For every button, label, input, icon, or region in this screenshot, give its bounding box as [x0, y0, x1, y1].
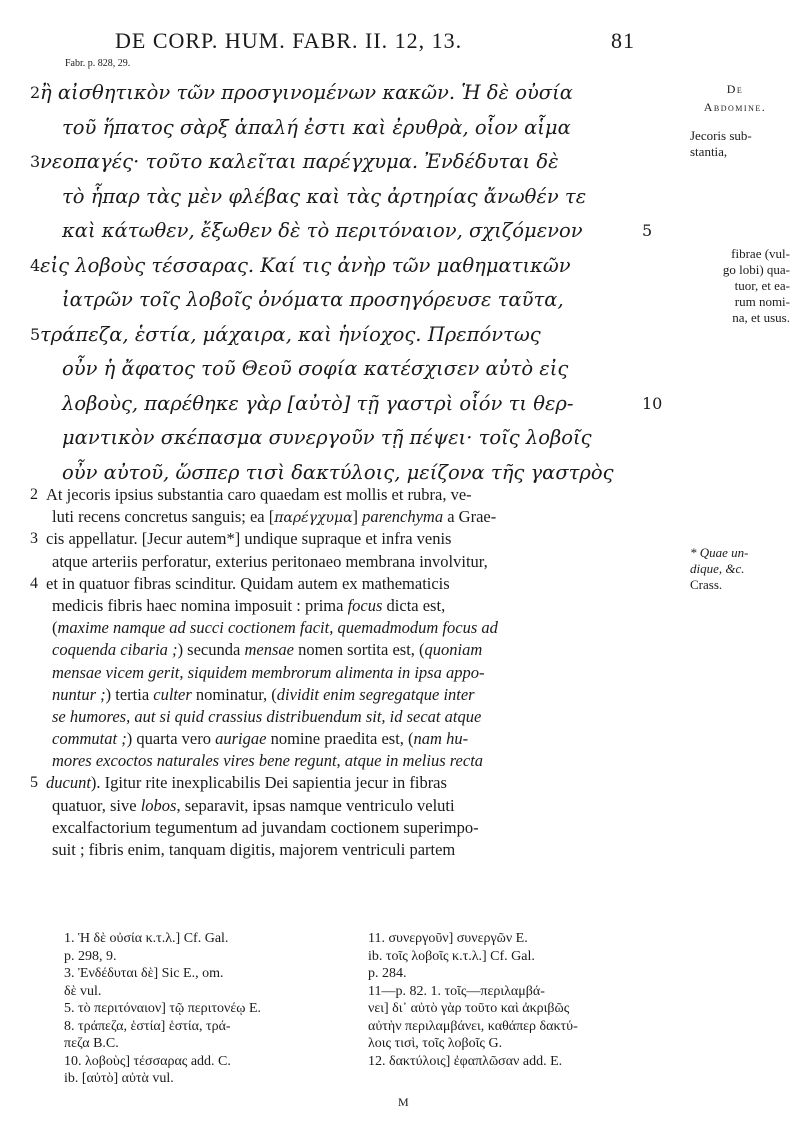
latin-line-text: [52, 551, 488, 573]
text-run: dicta est,: [382, 595, 446, 615]
latin-line: [30, 484, 640, 506]
footnote-line: p. 284.: [368, 966, 407, 981]
running-head-title: DE CORP. HUM. FABR. II. 12, 13.: [115, 28, 463, 53]
latin-line: [30, 817, 640, 839]
greek-line-text: τράπεζα, ἑστία, μάχαιρα, καὶ ἡνίοχος. Πρεπόντως: [40, 322, 541, 346]
footnote-line: 10. λοβοὺς] τέσσαρας add. C.: [64, 1053, 231, 1069]
text-run: At jecoris ipsius substantia caro quaedam est mollis et rubra, ve-: [46, 485, 472, 504]
page-number: 81: [611, 28, 635, 53]
sidenote-line: tuor, et ea-: [734, 278, 790, 293]
text-run: ) quarta vero: [126, 729, 216, 749]
latin-line: [30, 551, 640, 573]
sidenote-line: rum nomi-: [734, 294, 790, 309]
sidenote-line: na, et usus.: [732, 310, 790, 325]
text-run: nuntur ;: [52, 684, 106, 704]
greek-line: [40, 283, 670, 318]
text-run: quatuor, sive: [52, 795, 141, 815]
text-run: nominatur, (: [191, 684, 277, 704]
greek-line-text: οὖν ἡ ἄφατος τοῦ Θεοῦ σοφία κατέσχισεν αὐτὸ εἰς: [62, 357, 569, 380]
text-run: nomine praedita est, (: [266, 729, 414, 749]
text-run: nam hu-: [413, 729, 469, 749]
sidenote-quae: [690, 545, 800, 593]
text-run: commutat ;: [52, 729, 127, 749]
greek-line: [40, 111, 670, 146]
sidenote-fibrae: [670, 246, 790, 326]
greek-line: [40, 421, 670, 456]
text-run: suit ; fibris enim, tanquam digitis, majorem ventriculi partem: [52, 840, 456, 859]
text-run: ). Igitur rite inexplicabilis Dei sapientia jecur in fibras: [90, 773, 447, 793]
footnote-line: 8. τράπεζα, ἑστία] ἑστία, τρά-: [64, 1018, 231, 1034]
greek-line: [40, 180, 670, 215]
text-run: lobos: [140, 795, 177, 815]
text-run: ]: [352, 507, 363, 527]
latin-line: [30, 595, 640, 617]
greek-line: [30, 76, 670, 111]
text-run: mores excoctos naturales vires bene regunt, atque in melius recta: [52, 751, 484, 771]
text-run: et in quatuor fibras scinditur. Quidam autem ex mathematicis: [46, 573, 450, 593]
greek-line: [40, 214, 670, 249]
sidenote-section: [675, 80, 795, 116]
text-run: ) tertia: [105, 684, 154, 704]
sidenote-line: Jecoris sub-: [690, 128, 752, 143]
greek-line-text: τοῦ ἥπατος σὰρξ ἁπαλή ἐστι καὶ ἐρυθρὰ, οἷον αἷμα: [62, 115, 571, 139]
latin-line: [30, 506, 640, 528]
latin-line: [30, 795, 640, 817]
text-run: ) secunda: [177, 640, 245, 660]
greek-line-text: ἢ αἰσθητικὸν τῶν προσγινομένων κακῶν. Ἡ δὲ οὐσία: [40, 81, 573, 104]
line-number: 2: [30, 83, 41, 102]
footnote-line: αὐτὴν περιλαμβάνει, καθάπερ δακτύ-: [368, 1018, 578, 1034]
text-run: luti recens concretus sanguis; ea [: [52, 507, 275, 527]
text-run: παρέγχυμα: [274, 510, 353, 527]
latin-line-text: [52, 506, 496, 529]
latin-line-text: [46, 573, 450, 595]
footnote-line: 11—p. 82. 1. τοῖς—περιλαμβά-: [368, 983, 545, 999]
latin-line-text: [52, 750, 483, 772]
footnote-line: 11. συνεργοῦν] συνεργῶν E.: [368, 931, 528, 946]
footnotes-left: [64, 930, 334, 1088]
text-run: cis appellatur. [Jecur autem*] undique supraque et infra venis: [46, 529, 452, 549]
latin-line-text: [52, 839, 455, 861]
text-run: (: [52, 618, 58, 638]
greek-line: [30, 145, 670, 180]
latin-line-text: [52, 684, 475, 706]
greek-text-block: [30, 76, 670, 490]
greek-line: [30, 249, 670, 284]
text-run: ducunt: [46, 773, 91, 793]
text-run: nomen sortita est, (: [293, 640, 425, 660]
sidenote-line: stantia,: [690, 144, 728, 159]
sidenote-line: Crass.: [690, 577, 723, 592]
footnote-line: 3. Ἐνδέδυται δὲ] Sic E., om.: [64, 966, 224, 981]
text-run: parenchyma: [362, 507, 444, 527]
text-run: dividit enim segregatque inter: [276, 684, 475, 704]
latin-line-text: [46, 772, 447, 794]
latin-line-text: [46, 484, 472, 506]
text-run: focus: [347, 595, 383, 615]
sidenote-abdomine: Abdomine.: [703, 100, 767, 114]
greek-line-text: τὸ ἧπαρ τὰς μὲν φλέβας καὶ τὰς ἀρτηρίας ἄνωθέν τε: [62, 184, 587, 208]
greek-line-text: λοβοὺς, παρέθηκε γὰρ [αὐτὸ] τῇ γαστρὶ οἷόν τι θερ-: [62, 391, 574, 415]
text-run: maxime namque ad succi coctionem facit, quemadmodum focus ad: [57, 618, 498, 638]
text-run: se humores, aut si quid crassius distribuendum sit, id secat atque: [52, 706, 482, 726]
footnote-line: δὲ vul.: [64, 983, 102, 999]
footnote-line: 1. Ἡ δὲ οὐσία κ.τ.λ.] Cf. Gal.: [64, 931, 229, 946]
line-number: 2: [30, 486, 38, 503]
latin-line: [30, 528, 640, 550]
footnote-line: p. 298, 9.: [64, 948, 117, 964]
margin-line-number: 10: [642, 393, 663, 413]
latin-line-text: [52, 595, 445, 617]
signature-mark: M: [398, 1095, 409, 1109]
latin-line: [30, 706, 640, 728]
sidenote-jecoris: [690, 128, 800, 160]
greek-line-text: νεοπαγές· τοῦτο καλεῖται παρέγχυμα. Ἐνδέδυται δὲ: [40, 150, 559, 173]
latin-line: [30, 662, 640, 684]
sidenote-de: De: [726, 82, 744, 96]
latin-line: [30, 750, 640, 772]
latin-line: [30, 617, 640, 639]
text-run: a Grae-: [443, 507, 497, 527]
running-head: [115, 28, 635, 58]
line-number: 3: [30, 152, 41, 171]
latin-line-text: [52, 817, 479, 839]
latin-line-text: [52, 662, 484, 684]
margin-line-number: 5: [642, 221, 653, 240]
line-number: 5: [30, 774, 38, 792]
line-number: 4: [30, 255, 41, 275]
sidenote-line: dique, &c.: [690, 561, 745, 576]
greek-line-text: καὶ κάτωθεν, ἔξωθεν δὲ τὸ περιτόναιον, σχιζόμενον: [62, 219, 583, 242]
text-run: culter: [153, 684, 192, 704]
latin-line: [30, 573, 640, 595]
latin-line-text: [52, 639, 482, 661]
footnote-line: νει] δι᾽ αὐτὸ γὰρ τοῦτο καὶ ἀκριβῶς: [368, 1001, 570, 1016]
latin-line: [30, 839, 640, 861]
greek-line-text: ἰατρῶν τοῖς λοβοῖς ὀνόματα προσηγόρευσε ταῦτα,: [62, 288, 564, 311]
text-run: quoniam: [424, 640, 483, 660]
footnotes-right: [368, 930, 638, 1070]
footnote-line: λοις τισὶ, τοῖς λοβοῖς G.: [368, 1036, 503, 1051]
line-number: 5: [30, 324, 41, 344]
latin-line-text: [46, 528, 451, 550]
sidenote-line: fibrae (vul-: [731, 246, 790, 261]
latin-line-text: [52, 617, 498, 639]
line-number: 3: [30, 530, 38, 548]
latin-line-text: [52, 728, 468, 750]
greek-line-text: εἰς λοβοὺς τέσσαρας. Καί τις ἀνὴρ τῶν μαθηματικῶν: [40, 253, 571, 277]
greek-line: [40, 352, 670, 387]
text-run: coquenda cibaria ;: [52, 640, 178, 660]
sidenote-line: * Quae un-: [690, 545, 749, 560]
greek-line: [40, 387, 670, 422]
latin-line: [30, 639, 640, 661]
line-number: 4: [30, 574, 38, 592]
text-run: atque arteriis perforatur, exterius peritonaeo membrana involvitur,: [52, 551, 488, 571]
latin-line-text: [52, 706, 481, 728]
latin-line: [30, 684, 640, 706]
greek-line-text: μαντικὸν σκέπασμα συνεργοῦν τῇ πέψει· τοῖς λοβοῖς: [62, 426, 592, 449]
footnote-line: πεζα B.C.: [64, 1036, 119, 1051]
footnote-line: 5. τὸ περιτόναιον] τῷ περιτονέῳ E.: [64, 1001, 262, 1016]
footnote-line: ib. [αὐτὸ] αὐτὰ vul.: [64, 1071, 174, 1086]
text-run: aurigae: [215, 729, 267, 749]
text-run: medicis fibris haec nomina imposuit : prima: [52, 595, 348, 615]
greek-line-text: οὖν αὐτοῦ, ὥσπερ τισὶ δακτύλοις, μείζονα τῆς γαστρὸς: [62, 460, 614, 484]
latin-line: [30, 728, 640, 750]
latin-line: [30, 772, 640, 794]
footnote-line: ib. τοῖς λοβοῖς κ.τ.λ.] Cf. Gal.: [368, 948, 535, 964]
text-run: mensae vicem gerit, siquidem membrorum alimenta in ipsa appo-: [52, 662, 485, 682]
fabrica-reference: Fabr. p. 828, 29.: [65, 58, 131, 69]
greek-line: [30, 318, 670, 353]
text-run: excalfactorium tegumentum ad juvandam coctionem superimpo-: [52, 817, 479, 837]
latin-line-text: [52, 795, 455, 817]
footnote-line: 12. δακτύλοις] ἐφαπλῶσαν add. E.: [368, 1053, 563, 1069]
latin-text-block: [30, 484, 640, 861]
text-run: , separavit, ipsas namque ventriculo veluti: [176, 795, 455, 815]
text-run: mensae: [244, 640, 294, 660]
sidenote-line: go lobi) qua-: [722, 262, 790, 277]
